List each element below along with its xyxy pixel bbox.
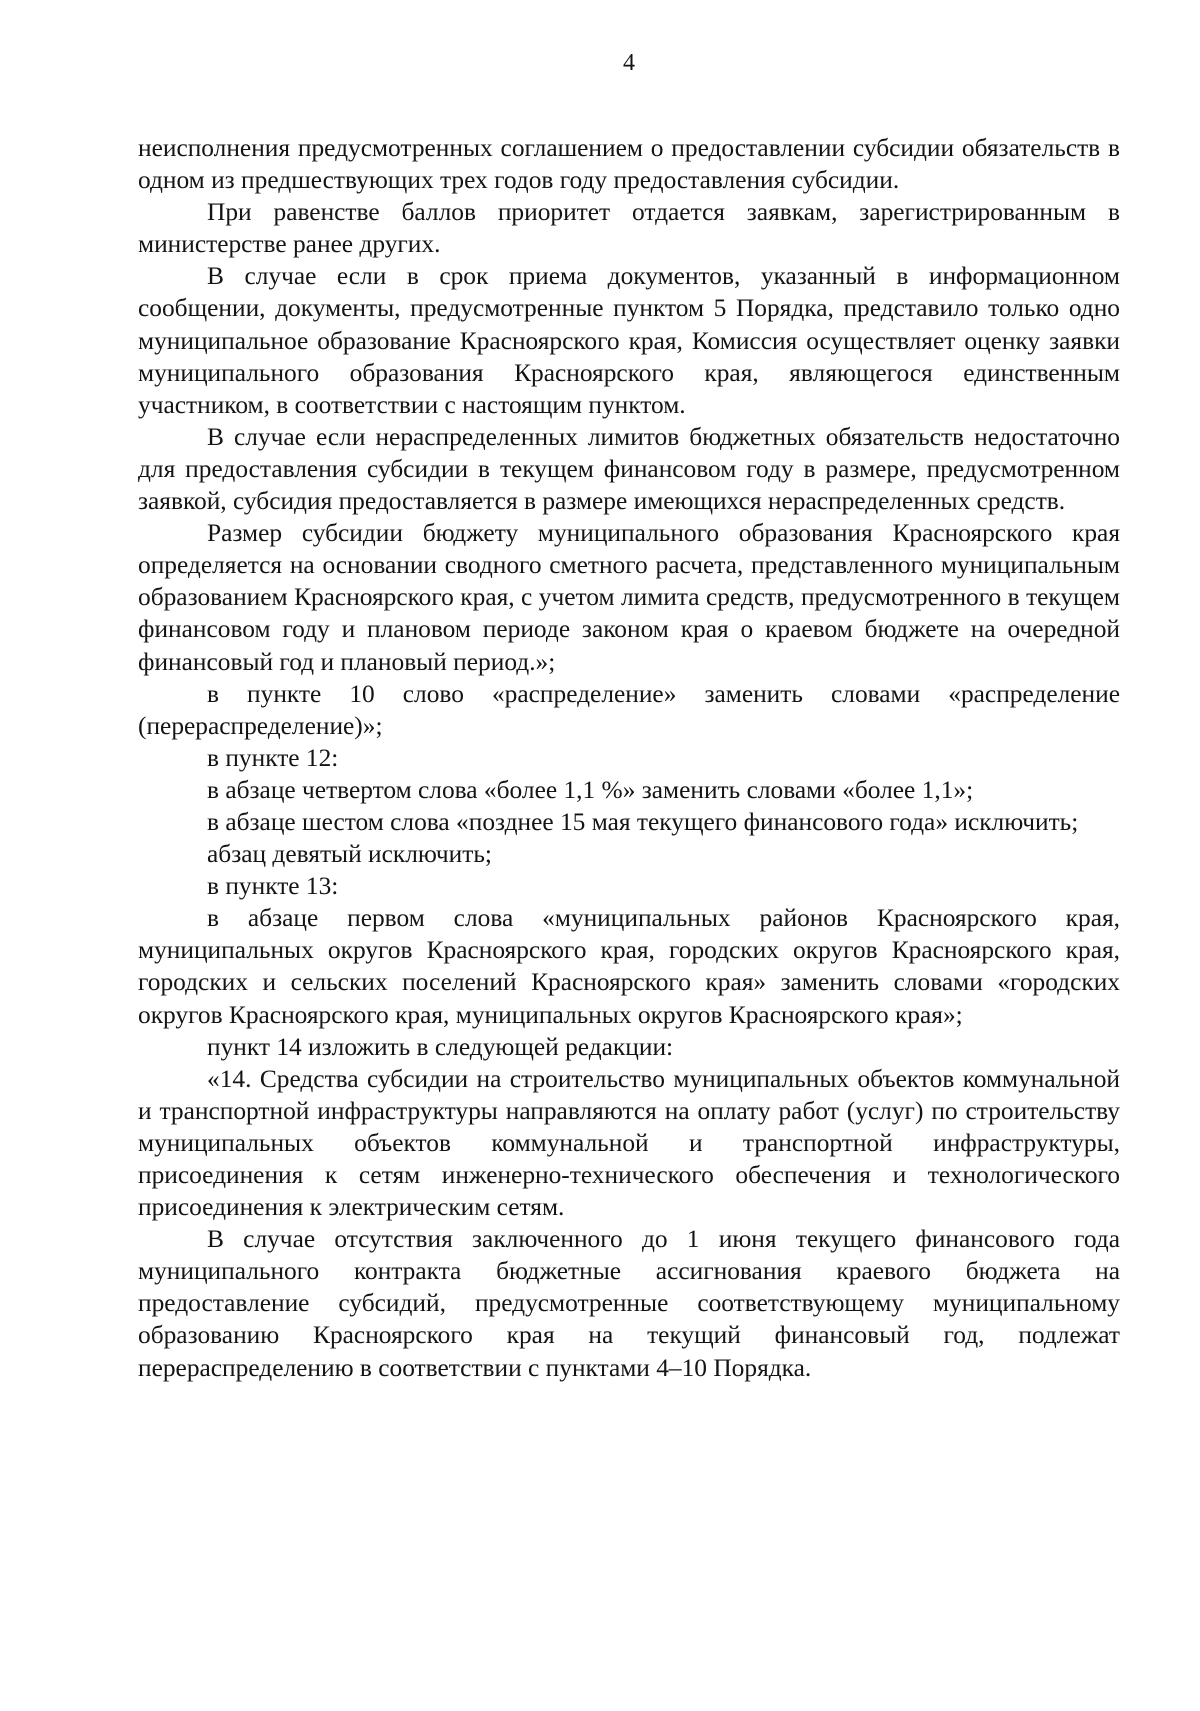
- paragraph: в пункте 12:: [207, 743, 339, 772]
- paragraph: в пункте 13:: [207, 872, 339, 901]
- paragraph: В случае если нераспределенных лимитов бюджетных обязательств недостаточно для предоставления субсидии в текущем финансовом году в размере, предусмотренном заявкой, субсидия предоставляется в размере имеющихся нераспределенных средств.: [138, 422, 1120, 516]
- paragraph: абзац девятый исключить;: [207, 840, 492, 869]
- document-body: [138, 132, 1120, 1384]
- paragraph: неисполнения предусмотренных соглашением о предоставлении субсидии обязательств в одном из предшествующих трех годов году предоставления субсидии.: [138, 134, 1120, 195]
- page-number: 4: [623, 50, 635, 76]
- paragraph: Размер субсидии бюджету муниципального образования Красноярского края определяется на основании сводного сметного расчета, представленного муниципальным образованием Красноярского края, с учетом лимита средств, предусмотренного в текущем финансовом году и плановом периоде законом края о краевом бюджете на очередной финансовый год и плановый период.»;: [138, 519, 1120, 676]
- paragraph: в пункте 10 слово «распределение» заменить словами «распределение (перераспределение)»;: [138, 679, 1120, 740]
- paragraph: в абзаце шестом слова «позднее 15 мая текущего финансового года» исключить;: [207, 807, 1079, 836]
- paragraph: пункт 14 изложить в следующей редакции:: [207, 1032, 674, 1061]
- paragraph: При равенстве баллов приоритет отдается заявкам, зарегистрированным в министерстве ранее других.: [138, 198, 1120, 259]
- paragraph: В случае если в срок приема документов, указанный в информационном сообщении, документы, предусмотренные пунктом 5 Порядка, представило только одно муниципальное образование Красноярского края, Комиссия осуществляет оценку заявки муниципального образования Красноярского края, являющегося единственным участником, в соответствии с настоящим пунктом.: [138, 262, 1120, 419]
- paragraph: «14. Средства субсидии на строительство муниципальных объектов коммунальной и транспортной инфраструктуры направляются на оплату работ (услуг) по строительству муниципальных объектов коммунальной и транспортной инфраструктуры, присоединения к сетям инженерно-технического обеспечения и технологического присоединения к электрическим сетям.: [138, 1064, 1120, 1222]
- paragraph: в абзаце четвертом слова «более 1,1 %» заменить словами «более 1,1»;: [207, 775, 974, 804]
- paragraph: в абзаце первом слова «муниципальных районов Красноярского края, муниципальных округов Красноярского края, городских округов Красноярского края, городских и сельских поселений Красноярского края» заменить словами «городских округов Красноярского края, муниципальных округов Красноярского края»;: [138, 904, 1120, 1029]
- paragraph: В случае отсутствия заключенного до 1 июня текущего финансового года муниципального контракта бюджетные ассигнования краевого бюджета на предоставление субсидий, предусмотренные соответствующему муниципальному образованию Красноярского края на текущий финансовый год, подлежат перераспределению в соответствии с пунктами 4–10 Порядка.: [138, 1225, 1120, 1382]
